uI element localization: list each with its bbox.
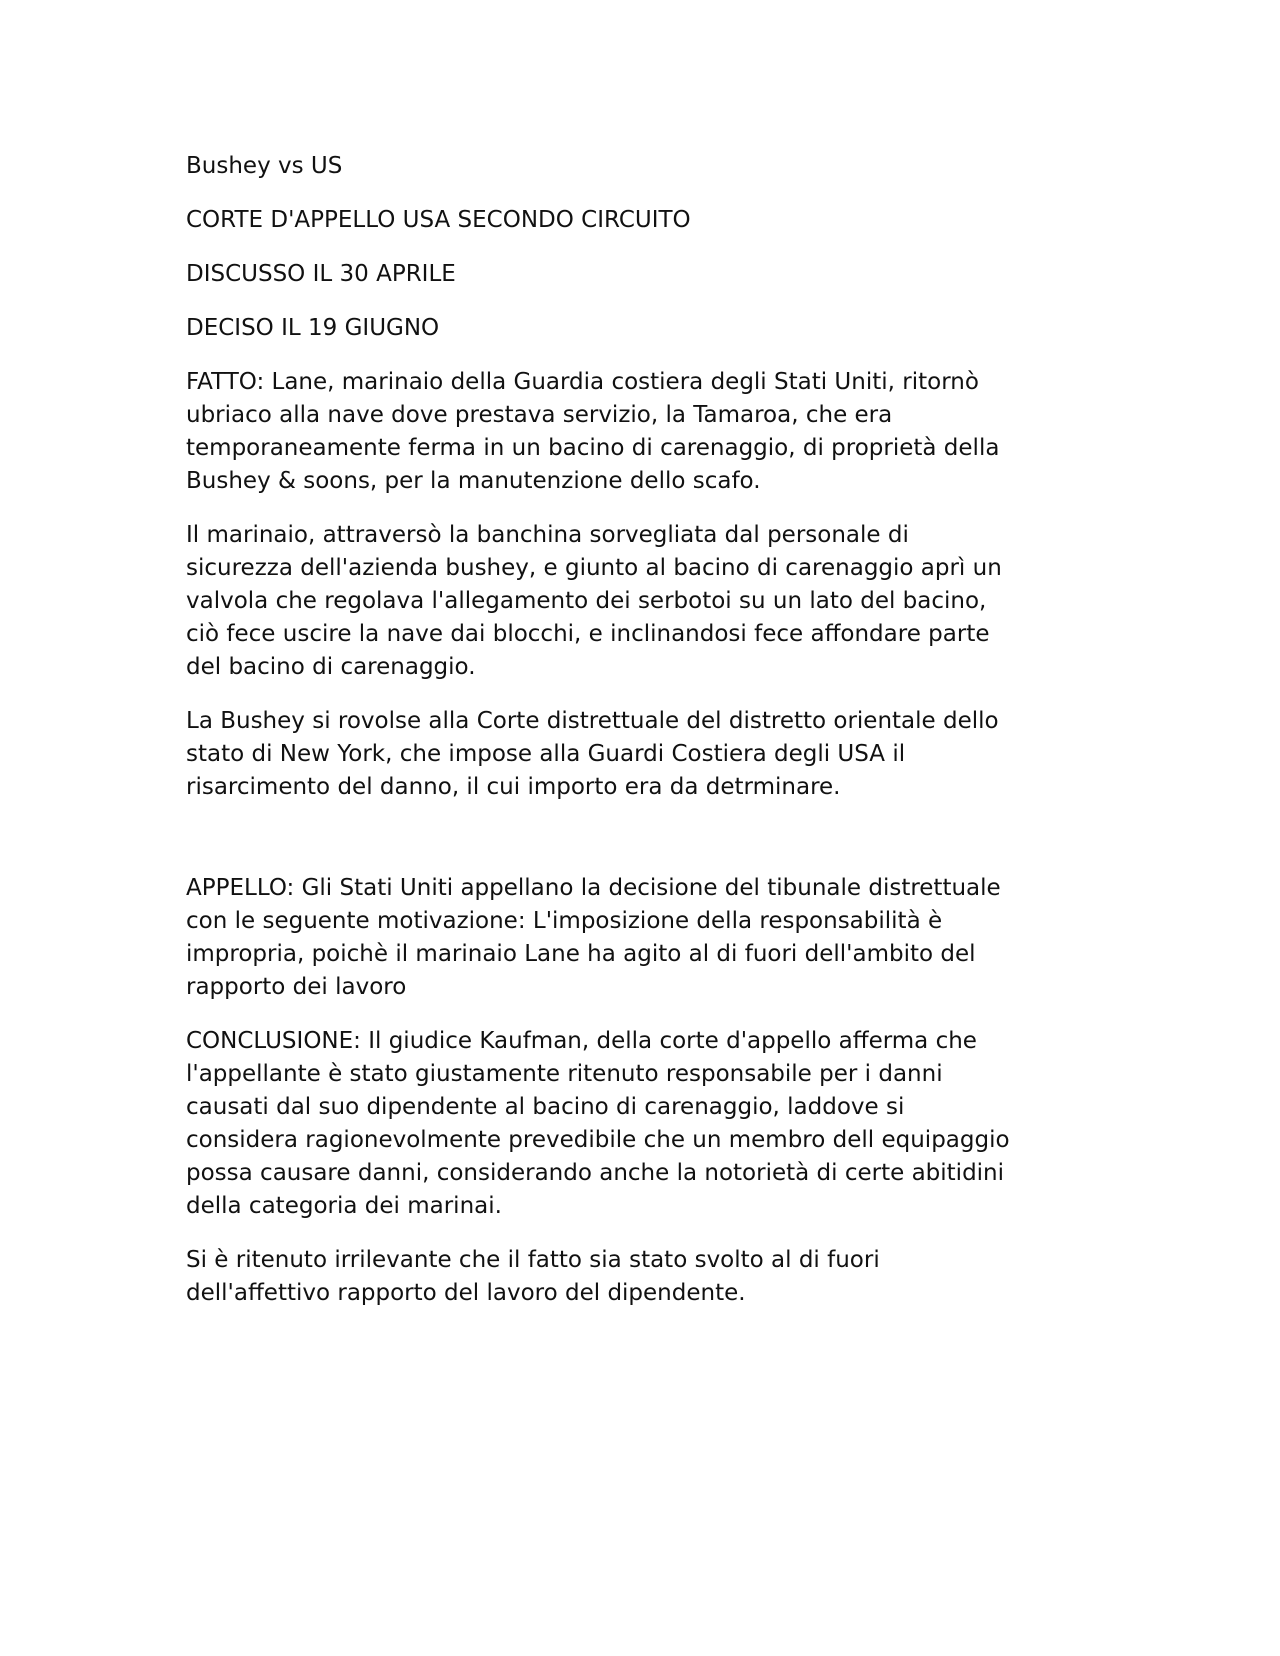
paragraph-appello: APPELLO: Gli Stati Uniti appellano la decisione del tibunale distrettuale con le seguente motivazione: L'imposizione della responsabilità è impropria, poichè il marinaio Lane ha agito al di fuori dell'ambito del rapporto dei lavoro bbox=[186, 875, 1001, 1000]
paragraph-irrilevante: Si è ritenuto irrilevante che il fatto sia stato svolto al di fuori dell'affettivo rapporto del lavoro del dipendente. bbox=[186, 1247, 880, 1306]
court-name: CORTE D'APPELLO USA SECONDO CIRCUITO bbox=[186, 207, 691, 233]
document-title: Bushey vs US bbox=[186, 153, 343, 179]
document-body bbox=[186, 150, 1106, 1331]
paragraph-bushey: La Bushey si rovolse alla Corte distrettuale del distretto orientale dello stato di New York, che impose alla Guardi Costiera degli USA il risarcimento del danno, il cui importo era da detrminare. bbox=[186, 708, 999, 800]
argued-date: DISCUSSO IL 30 APRILE bbox=[186, 261, 456, 287]
paragraph-conclusione: CONCLUSIONE: Il giudice Kaufman, della corte d'appello afferma che l'appellante è stato giustamente ritenuto responsabile per i danni causati dal suo dipendente al bacino di carenaggio, laddove si considera ragionevolmente prevedibile che un membro dell equipaggio possa causare danni, considerando anche la notorietà di certe abitidini della categoria dei marinai. bbox=[186, 1028, 1010, 1219]
paragraph-fatto: FATTO: Lane, marinaio della Guardia costiera degli Stati Uniti, ritornò ubriaco alla nave dove prestava servizio, la Tamaroa, che era temporaneamente ferma in un bacino di carenaggio, di proprietà della Bushey & soons, per la manutenzione dello scafo. bbox=[186, 369, 1000, 494]
paragraph-marinaio: Il marinaio, attraversò la banchina sorvegliata dal personale di sicurezza dell'azienda bushey, e giunto al bacino di carenaggio aprì un valvola che regolava l'allegamento dei serbotoi su un lato del bacino, ciò fece uscire la nave dai blocchi, e inclinandosi fece affondare parte del bacino di carenaggio. bbox=[186, 522, 1002, 680]
decided-date: DECISO IL 19 GIUGNO bbox=[186, 315, 440, 341]
